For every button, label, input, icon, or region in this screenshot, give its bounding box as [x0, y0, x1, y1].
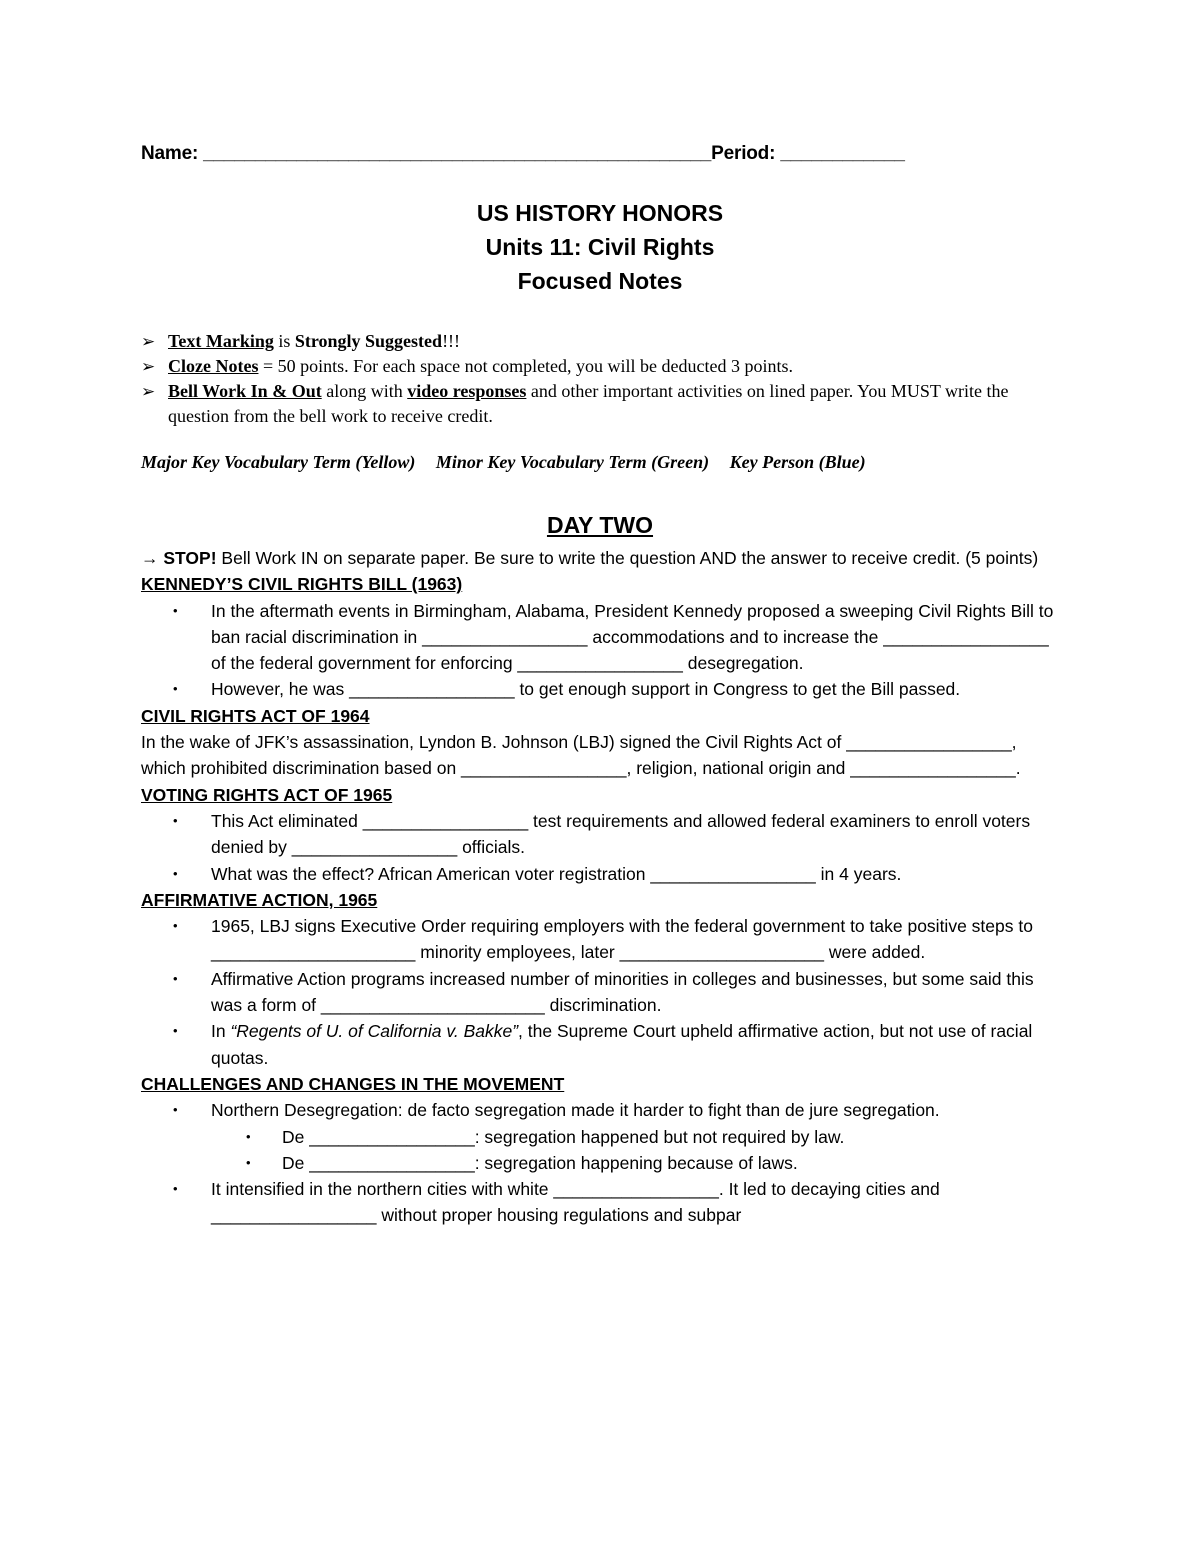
- arrow-bullet-icon: ➢: [141, 382, 156, 401]
- list-item: • Northern Desegregation: de facto segregation made it harder to fight than de jure segregation.: [141, 1097, 1061, 1123]
- period-label: Period:: [711, 143, 776, 164]
- bullet-icon: •: [246, 1154, 251, 1170]
- bullet-icon: •: [173, 1102, 178, 1118]
- name-blank: _________________________________________________: [203, 143, 712, 164]
- bullet-icon: •: [173, 681, 178, 697]
- section-heading-challenges: CHALLENGES AND CHANGES IN THE MOVEMENT: [141, 1073, 565, 1094]
- arrow-bullet-icon: ➢: [141, 357, 156, 376]
- arrow-right-icon: →: [141, 548, 164, 568]
- list-item: • However, he was _________________ to get enough support in Congress to get the Bill passed.: [141, 676, 1061, 702]
- section-heading-aa: AFFIRMATIVE ACTION, 1965: [141, 889, 378, 910]
- color-legend: [141, 452, 882, 473]
- name-period-line: [141, 143, 905, 165]
- legend-minor: Minor Key Vocabulary Term (Green): [435, 452, 710, 472]
- instruction-item: ➢ Text Marking is Strongly Suggested!!!: [141, 329, 1061, 354]
- day-title: DAY TWO: [546, 512, 654, 538]
- bullet-icon: •: [173, 812, 178, 828]
- notes-title: Focused Notes: [517, 268, 683, 294]
- cra-text: In the wake of JFK’s assassination, Lyndon B. Johnson (LBJ) signed the Civil Rights Act of _________________, which prohibited discrimination based on _________________, religion, national origin and _________________.: [141, 732, 1021, 779]
- title-block: [0, 196, 1200, 298]
- instructions-list: [141, 329, 1061, 429]
- legend-major: Major Key Vocabulary Term (Yellow): [141, 452, 416, 472]
- sub-list-item: • De _________________: segregation happened but not required by law.: [141, 1124, 1061, 1150]
- sub-list-item: • De _________________: segregation happening because of laws.: [141, 1150, 1061, 1176]
- period-blank: ____________: [780, 143, 905, 164]
- bullet-icon: •: [246, 1128, 251, 1144]
- list-item: • This Act eliminated _________________ test requirements and allowed federal examiners to enroll voters denied by _________________ officials.: [141, 808, 1061, 861]
- stop-instruction: → STOP! Bell Work IN on separate paper. Be sure to write the question AND the answer to receive credit. (5 points): [141, 548, 1039, 568]
- list-item: • In the aftermath events in Birmingham, Alabama, President Kennedy proposed a sweeping Civil Rights Bill to ban racial discrimination in _________________ accommodations and to increase the _________________ of the federal government for enforcing _________________ desegregation.: [141, 598, 1061, 677]
- bullet-icon: •: [173, 1181, 178, 1197]
- section-heading-kennedy: KENNEDY’S CIVIL RIGHTS BILL (1963): [141, 574, 463, 595]
- bullet-icon: •: [173, 918, 178, 934]
- course-title: US HISTORY HONORS: [476, 200, 724, 226]
- list-item: • What was the effect? African American voter registration _________________ in 4 years.: [141, 861, 1061, 887]
- section-heading-vra: VOTING RIGHTS ACT OF 1965: [141, 784, 393, 805]
- unit-title: Units 11: Civil Rights: [485, 234, 715, 260]
- legend-person: Key Person (Blue): [729, 452, 866, 472]
- instruction-item: ➢ Bell Work In & Out along with video responses and other important activities on lined paper. You MUST write the question from the bell work to receive credit.: [141, 381, 1009, 426]
- instruction-item: ➢ Cloze Notes = 50 points. For each space not completed, you will be deducted 3 points.: [141, 354, 1061, 379]
- list-item: • In “Regents of U. of California v. Bakke”, the Supreme Court upheld affirmative action, but not use of racial quotas.: [141, 1018, 1061, 1071]
- name-label: Name:: [141, 143, 199, 164]
- list-item: • It intensified in the northern cities with white _________________. It led to decaying cities and _________________ without proper housing regulations and subpar: [141, 1176, 1061, 1229]
- list-item: • Affirmative Action programs increased number of minorities in colleges and businesses, but some said this was a form of _______________________ discrimination.: [141, 966, 1061, 1019]
- list-item: • 1965, LBJ signs Executive Order requiring employers with the federal government to take positive steps to _____________________ minority employees, later _____________________ were added.: [141, 913, 1061, 966]
- notes-content: [141, 545, 1061, 1229]
- section-heading-cra: CIVIL RIGHTS ACT OF 1964: [141, 705, 370, 726]
- bullet-icon: •: [173, 865, 178, 881]
- bullet-icon: •: [173, 1023, 178, 1039]
- arrow-bullet-icon: ➢: [141, 332, 156, 351]
- bullet-icon: •: [173, 602, 178, 618]
- bullet-icon: •: [173, 970, 178, 986]
